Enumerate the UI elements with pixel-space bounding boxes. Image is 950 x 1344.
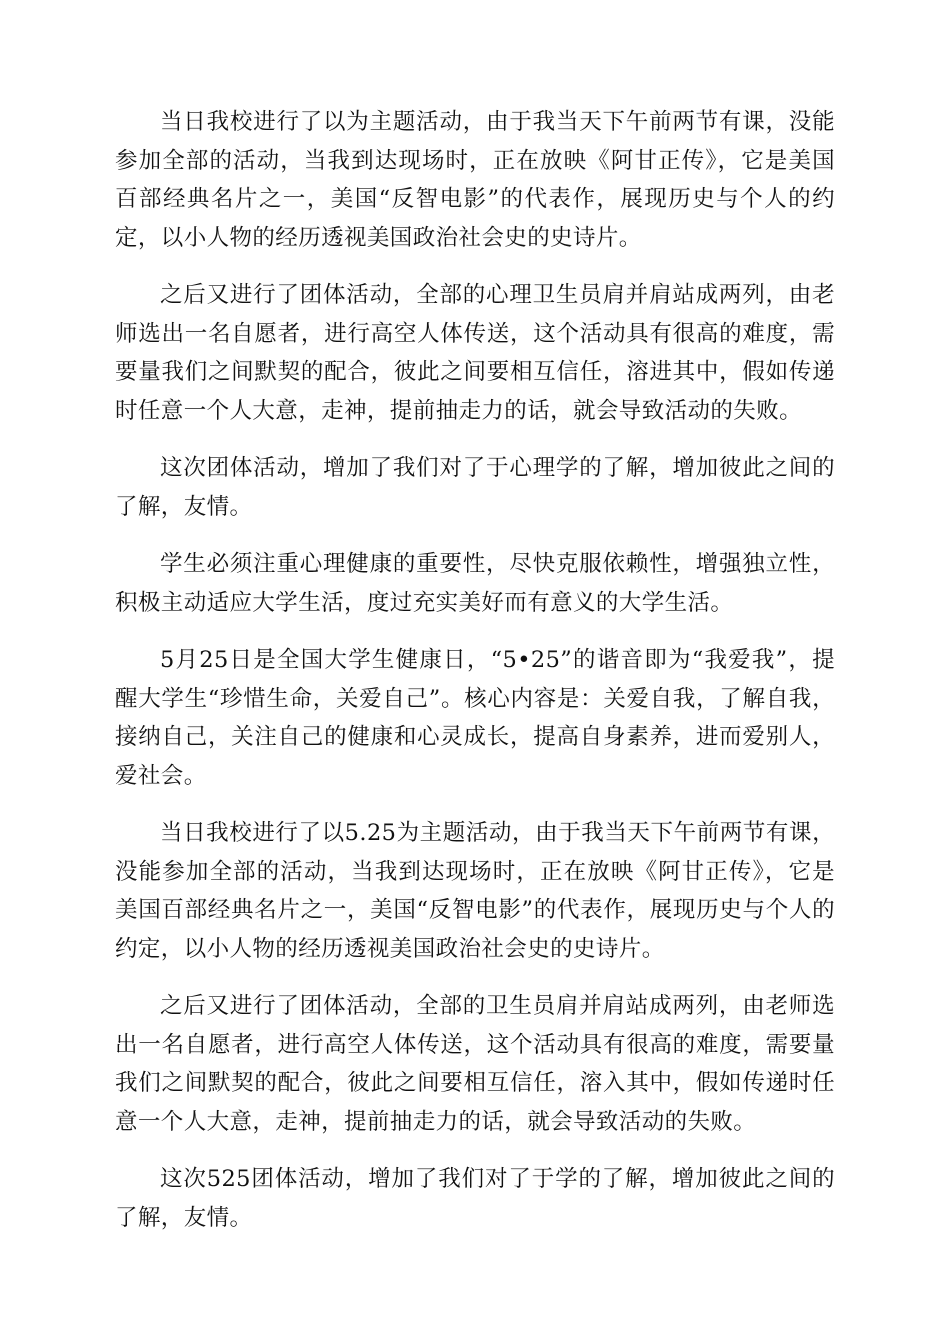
document-page xyxy=(115,103,835,1256)
paragraph-1: 当日我校进行了以为主题活动，由于我当天下午前两节有课，没能参加全部的活动，当我到达现场时，正在放映《阿甘正传》，它是美国百部经典名片之一，美国“反智电影”的代表作，展现历史与个人的约定，以小人物的经历透视美国政治社会史的史诗片。 xyxy=(115,109,835,251)
paragraph-5: 5月25日是全国大学生健康日，“5•25”的谐音即为“我爱我”，提醒大学生“珍惜生命，关爱自己”。核心内容是：关爱自我，了解自我，接纳自己，关注自己的健康和心灵成长，提高自身素养，进而爱别人，爱社会。 xyxy=(115,647,835,789)
paragraph-6: 当日我校进行了以5.25为主题活动，由于我当天下午前两节有课，没能参加全部的活动，当我到达现场时，正在放映《阿甘正传》，它是美国百部经典名片之一，美国“反智电影”的代表作，展现历史与个人的约定，以小人物的经历透视美国政治社会史的史诗片。 xyxy=(115,820,835,962)
paragraph-3: 这次团体活动，增加了我们对了于心理学的了解，增加彼此之间的了解，友情。 xyxy=(115,455,835,520)
paragraph-4: 学生必须注重心理健康的重要性，尽快克服依赖性，增强独立性，积极主动适应大学生活，度过充实美好而有意义的大学生活。 xyxy=(115,551,835,616)
paragraph-7: 之后又进行了团体活动，全部的卫生员肩并肩站成两列，由老师选出一名自愿者，进行高空人体传送，这个活动具有很高的难度，需要量我们之间默契的配合，彼此之间要相互信任，溶入其中，假如传递时任意一个人大意，走神，提前抽走力的话，就会导致活动的失败。 xyxy=(115,993,835,1135)
paragraph-8: 这次525团体活动，增加了我们对了于学的了解，增加彼此之间的了解，友情。 xyxy=(115,1166,835,1231)
paragraph-2: 之后又进行了团体活动，全部的心理卫生员肩并肩站成两列，由老师选出一名自愿者，进行高空人体传送，这个活动具有很高的难度，需要量我们之间默契的配合，彼此之间要相互信任，溶进其中，假如传递时任意一个人大意，走神，提前抽走力的话，就会导致活动的失败。 xyxy=(115,282,835,424)
